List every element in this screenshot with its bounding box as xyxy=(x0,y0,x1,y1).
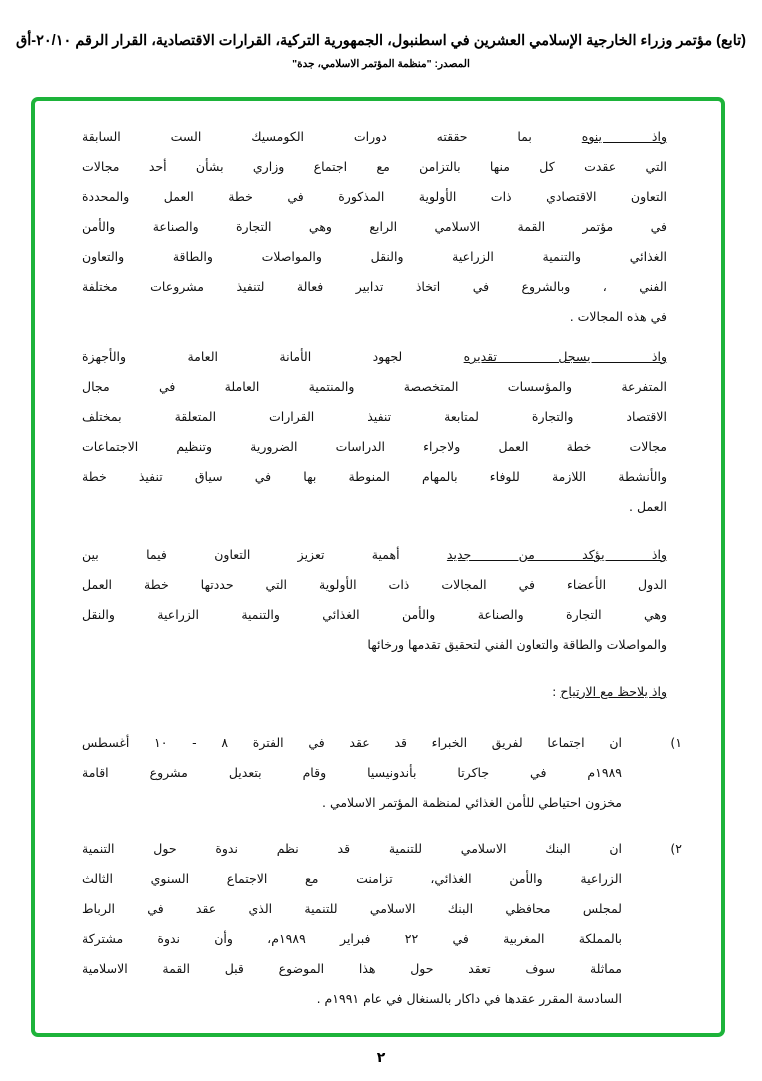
paragraph-line: واذ يؤكد من جديد أهمية تعزيز التعاون فيما بين xyxy=(82,547,668,562)
paragraph-line: في هذه المجالات . xyxy=(569,309,667,324)
paragraph-line: الفني ، وبالشروع في اتخاذ تدابير فعالة لتنفيذ مشروعات مختلفة xyxy=(82,279,667,294)
note-heading xyxy=(82,677,667,707)
paragraph-line: واذ يسجل تقديره لجهود الأمانة العامة والأجهزة xyxy=(82,349,667,364)
paragraph-line: المتفرعة والمؤسسات المتخصصة والمنتمية العاملة في مجال xyxy=(82,379,667,394)
paragraph-line: مجالات خطة العمل ولاجراء الدراسات الضرورية وتنظيم الاجتماعات xyxy=(82,439,667,454)
page-number: ٢ xyxy=(376,1050,386,1066)
paragraph-appreciation-comcec xyxy=(82,122,667,332)
list-item-line: ١٩٨٩م في جاكرتا بأندونيسيا وقام بتعديل مشروع اقامة xyxy=(82,765,622,780)
list-item xyxy=(82,728,682,818)
list-item-line: الزراعية والأمن الغذائي، تزامنت مع الاجتماع السنوي الثالث xyxy=(82,871,622,886)
list-item-line: لمجلس محافظي البنك الاسلامي للتنمية الذي عقد في الرباط xyxy=(82,901,622,916)
paragraph-line: الاقتصاد والتجارة لمتابعة تنفيذ القرارات المتعلقة بمختلف xyxy=(82,409,667,424)
paragraph-lead: واذ يسجل تقديره xyxy=(463,349,667,364)
paragraph-line: واذ ينوه بما حققته دورات الكومسيك الست السابقة xyxy=(82,129,667,144)
list-item-line: ان البنك الاسلامي للتنمية قد نظم ندوة حول التنمية xyxy=(82,841,622,856)
paragraph-line: وهي التجارة والصناعة والأمن الغذائي والتنمية الزراعية والنقل xyxy=(82,607,667,622)
list-item-line: السادسة المقرر عقدها في داكار بالسنغال في عام ١٩٩١م . xyxy=(316,991,622,1006)
paragraph-lead: واذ يؤكد من جديد xyxy=(446,547,668,562)
list-item-line: مماثلة سوف تعقد حول هذا الموضوع قبل القمة الاسلامية xyxy=(82,961,622,976)
header-title: (تابع) مؤتمر وزراء الخارجية الإسلامي العشرين في اسطنبول، الجمهورية التركية، القرارات الاقتصادية، القرار الرقم ٢٠/١٠-أق xyxy=(16,33,746,49)
paragraph-lead: واذ ينوه xyxy=(581,129,667,144)
note-heading-colon: : xyxy=(552,684,561,699)
paragraph-line: الدول الأعضاء في المجالات ذات الأولوية التي حددتها خطة العمل xyxy=(82,577,667,592)
list-item-line: مخزون احتياطي للأمن الغذائي لمنظمة المؤتمر الاسلامي . xyxy=(322,795,622,810)
header-source: المصدر: "منظمة المؤتمر الاسلامي، جدة" xyxy=(292,58,470,70)
paragraph-recording-appreciation xyxy=(82,342,667,522)
note-heading-lead: واذ يلاحظ مع الارتياح xyxy=(560,684,667,699)
paragraph-line: التعاون الاقتصادي ذات الأولوية المذكورة في خطة العمل والمحددة xyxy=(82,189,667,204)
paragraph-line: العمل . xyxy=(629,499,667,514)
paragraph-reaffirming xyxy=(82,540,667,660)
list-item-line: ان اجتماعا لفريق الخبراء قد عقد في الفترة ٨ - ١٠ أغسطس xyxy=(82,735,622,750)
paragraph-line: والأنشطة اللازمة للوفاء بالمهام المنوطة بها في سياق تنفيذ خطة xyxy=(82,469,667,484)
list-item-number: ٢) xyxy=(670,841,682,856)
list-item xyxy=(82,834,682,1014)
paragraph-line: الغذائي والتنمية الزراعية والنقل والمواصلات والطاقة والتعاون xyxy=(82,249,667,264)
paragraph-line: والمواصلات والطاقة والتعاون الفني لتحقيق تقدمها ورخائها xyxy=(367,637,667,652)
list-item-line: بالمملكة المغربية في ٢٢ فبراير ١٩٨٩م، وأن ندوة مشتركة xyxy=(82,931,622,946)
list-item-number: ١) xyxy=(670,735,682,750)
paragraph-line: التي عقدت كل منها بالتزامن مع اجتماع وزاري بشأن أحد مجالات xyxy=(82,159,667,174)
paragraph-line: في مؤتمر القمة الاسلامي الرابع وهي التجارة والصناعة والأمن xyxy=(82,219,667,234)
